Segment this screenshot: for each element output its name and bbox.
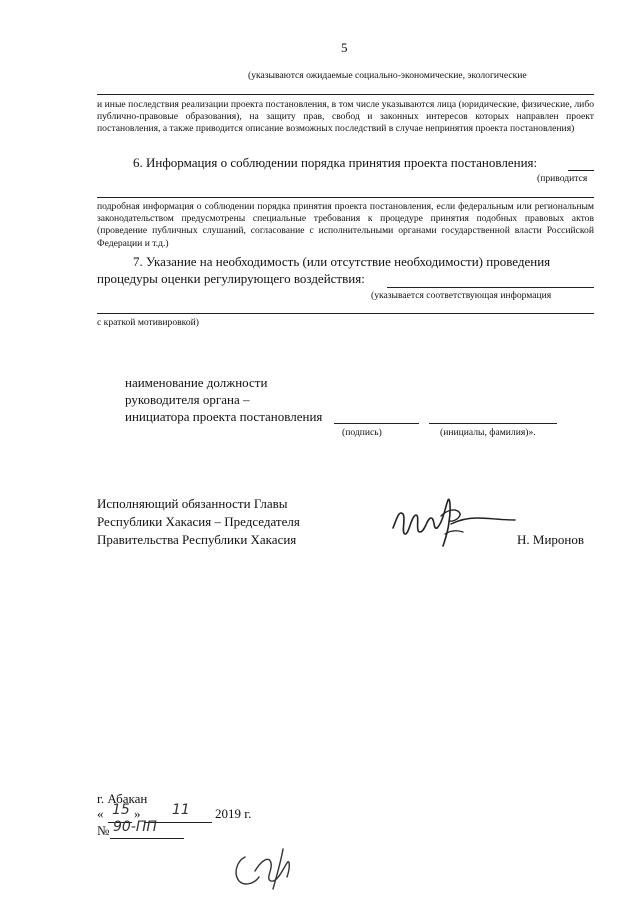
initials-line (429, 423, 557, 424)
position-line-3: инициатора проекта постановления (125, 409, 323, 424)
section-7-note-end: с краткой мотивировкой) (97, 317, 199, 328)
fill-line (97, 313, 594, 314)
handwritten-mark (225, 843, 305, 893)
date-quote-close: » (134, 806, 141, 821)
initials-label: (инициалы, фамилия)». (440, 427, 536, 438)
signer-name: Н. Миронов (517, 532, 584, 547)
date-year: 2019 г. (215, 806, 252, 821)
position-line-2: руководителя органа – (125, 392, 250, 407)
fill-line (387, 287, 594, 288)
section-6-title: 6. Информация о соблюдении порядка принятия проекта постановления: (133, 155, 538, 170)
section-6-note-start: (приводится (537, 173, 588, 184)
section-6-note: подробная информация о соблюдении порядка принятия проекта постановления, если федеральным или региональным законодательством предусмотрены специальные требования к процедуре принятия подобных правовых актов (проведение публичных слушаний, согласование с исполнительными органами государственной власти Российской Федерации и т.д.) (97, 201, 594, 249)
date-day: 15 (112, 802, 130, 818)
fill-line (568, 170, 594, 171)
signer-line-1: Исполняющий обязанности Главы (97, 496, 288, 511)
section-7-note-start: (указывается соответствующая информация (371, 290, 552, 301)
section-7-line-1: 7. Указание на необходимость (или отсутствие необходимости) проведения (133, 254, 551, 269)
consequences-note: и иные последствия реализации проекта постановления, в том числе указываются лица (юридические, физические, либо публично-правовые образования), на защиту прав, свобод и законных интересов которых направлен проект постановления, а также приводится описание возможных последствий в случае непринятия проекта постановления) (97, 99, 594, 135)
number-value: 90-ПП (113, 819, 157, 835)
page-number: 5 (341, 40, 348, 55)
position-line-1: наименование должности (125, 375, 268, 390)
signature-line (334, 423, 419, 424)
section-7-line-2: процедуры оценки регулирующего воздействия: (97, 271, 365, 286)
fill-line (97, 94, 594, 95)
signer-line-3: Правительства Республики Хакасия (97, 532, 297, 547)
consequences-note-start: (указываются ожидаемые социально-экономические, экологические (248, 70, 527, 81)
city: г. Абакан (97, 791, 148, 806)
signer-line-2: Республики Хакасия – Председателя (97, 514, 300, 529)
date-month: 11 (172, 802, 190, 818)
fill-line (97, 197, 594, 198)
number-line (110, 838, 184, 839)
number-prefix: № (97, 823, 110, 838)
signature-label: (подпись) (342, 427, 382, 438)
handwritten-signature (385, 488, 525, 558)
date-quote-open: « (97, 806, 104, 821)
